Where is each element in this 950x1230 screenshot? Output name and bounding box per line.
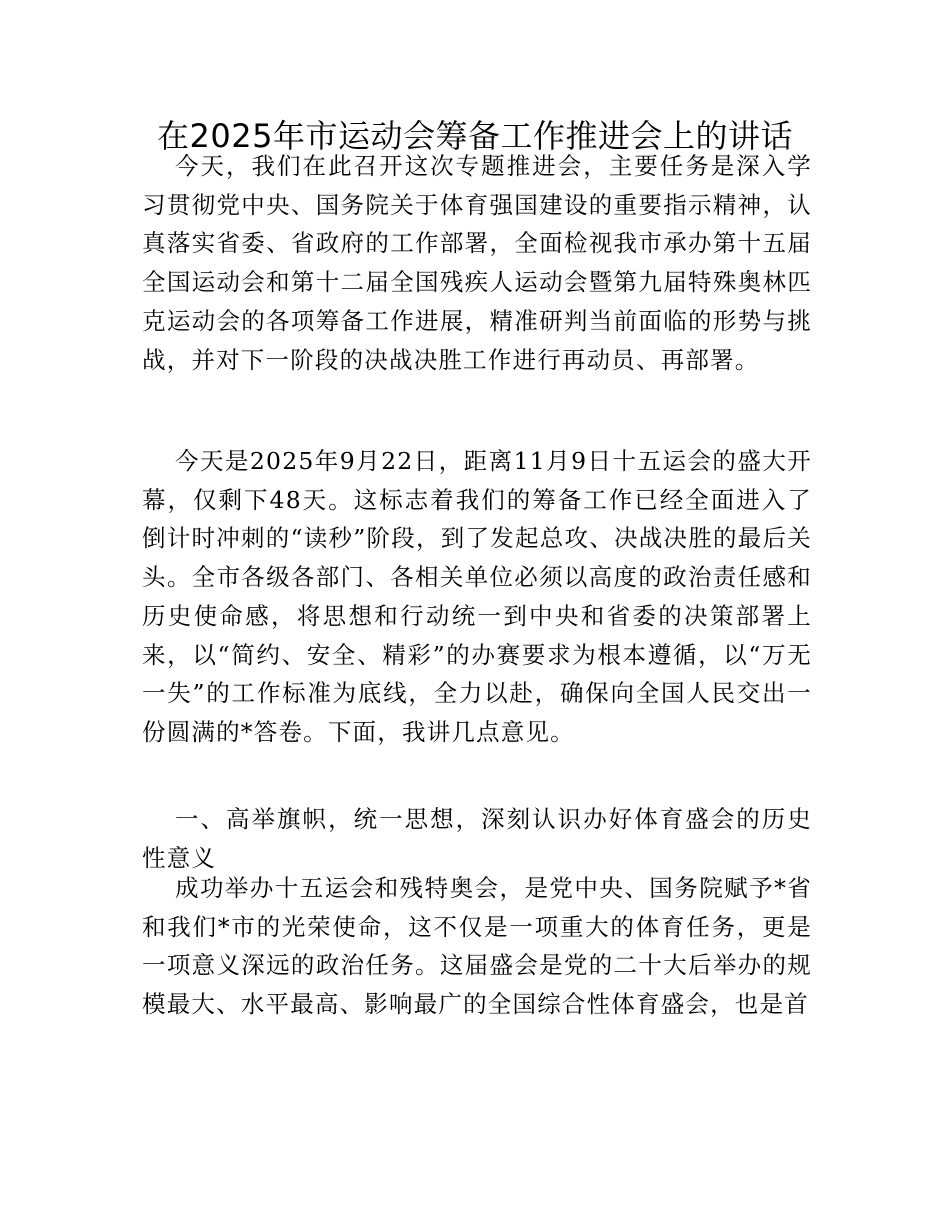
countdown-paragraph: 今天是2025年9月22日，距离11月9日十五运会的盛大开幕，仅剩下48天。这标志着我们的筹备工作已经全面进入了倒计时冲刺的“读秒”阶段，到了发起总攻、决战决胜的最后关头。全市各级各部门、各相关单位必须以高度的政治责任感和历史使命感，将思想和行动统一到中央和省委的决策部署上来，以“简约、安全、精彩”的办赛要求为根本遵循，以“万无一失”的工作标准为底线，全力以赴，确保向全国人民交出一份圆满的*答卷。下面，我讲几点意见。 [142,447,812,746]
intro-paragraph: 今天，我们在此召开这次专题推进会，主要任务是深入学习贯彻党中央、国务院关于体育强国建设的重要指示精神，认真落实省委、省政府的工作部署，全面检视我市承办第十五届全国运动会和第十二届全国残疾人运动会暨第九届特殊奥林匹克运动会的各项筹备工作进展，精准研判当前面临的形势与挑战，并对下一阶段的决战决胜工作进行再动员、再部署。 [142,152,812,374]
section-heading: 一、高举旗帜，统一思想，深刻认识办好体育盛会的历史性意义 [142,805,812,872]
section-paragraph: 成功举办十五运会和残特奥会，是党中央、国务院赋予*省和我们*市的光荣使命，这不仅是一项重大的体育任务，更是一项意义深远的政治任务。这届盛会是党的二十大后举办的规模最大、水平最高、影响最广的全国综合性体育盛会，也是首 [142,874,812,1019]
document-title: 在2025年市运动会筹备工作推进会上的讲话 [157,117,793,155]
